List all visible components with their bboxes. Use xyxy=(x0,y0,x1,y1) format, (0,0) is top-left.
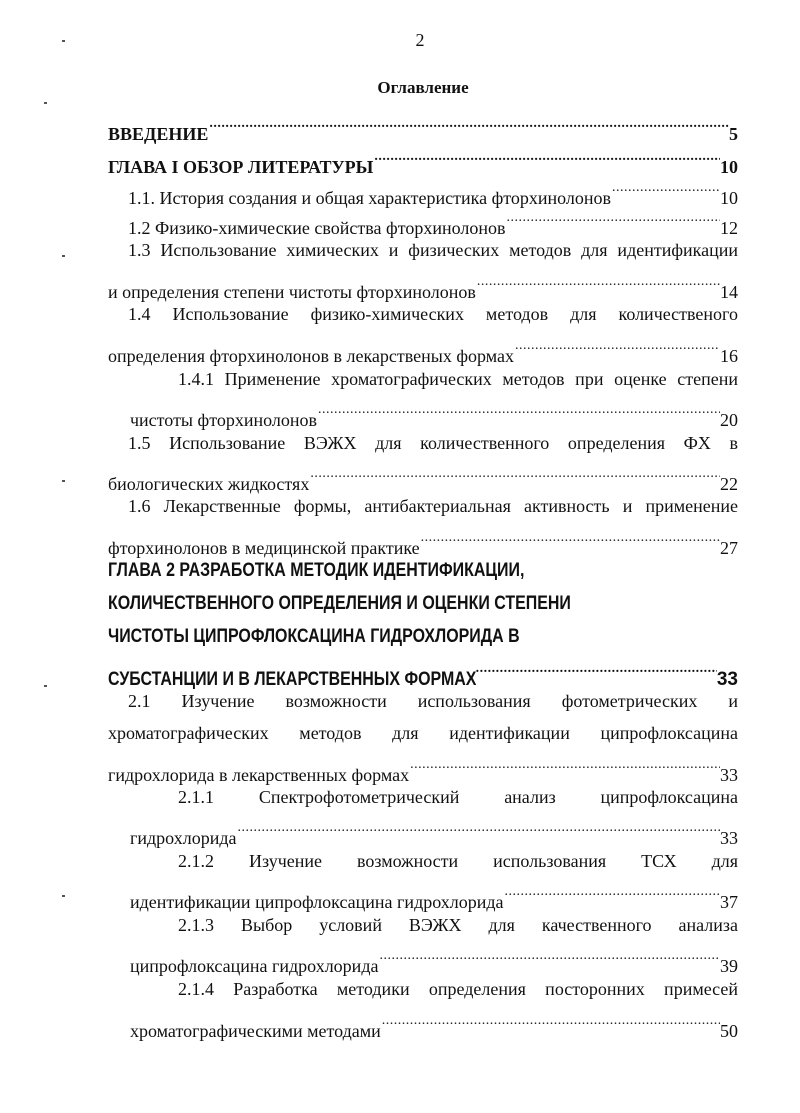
dot-leader xyxy=(309,458,720,490)
entry-page: 16 xyxy=(720,346,738,366)
scan-speck xyxy=(62,40,65,42)
entry-page: 20 xyxy=(720,410,738,430)
dot-leader xyxy=(475,653,717,685)
dot-leader xyxy=(378,940,720,972)
dot-leader xyxy=(504,876,720,908)
toc-entry-1-6-line1[interactable]: 1.6 Лекарственные формы, антибактериальная активность и применение xyxy=(128,496,738,516)
entry-title: гидрохлорида xyxy=(130,828,237,848)
entry-page: 22 xyxy=(720,474,738,494)
entry-page: 37 xyxy=(720,892,738,912)
dot-leader xyxy=(476,266,720,298)
entry-title: определения фторхинолонов в лекарственых формах xyxy=(108,346,515,366)
entry-title: ВВЕДЕНИЕ xyxy=(108,124,209,144)
toc-entry-1-4-1-line1[interactable]: 1.4.1 Применение хроматографических методов при оценке степени xyxy=(178,369,738,389)
entry-page: 33 xyxy=(720,765,738,785)
scan-speck xyxy=(44,102,47,104)
scan-speck xyxy=(44,685,47,687)
toc-entry-2-1-line1[interactable]: 2.1 Изучение возможности использования фотометрических и xyxy=(128,691,738,711)
dot-leader xyxy=(514,330,720,362)
entry-title: фторхинолонов в медицинской практике xyxy=(108,538,420,558)
entry-page: 12 xyxy=(720,218,738,238)
entry-title: ГЛАВА I ОБЗОР ЛИТЕРАТУРЫ xyxy=(108,157,374,177)
toc-entry-2-1-1-line2[interactable] xyxy=(130,812,738,848)
dot-leader xyxy=(208,108,729,140)
toc-entry-2-1-2-line2[interactable] xyxy=(130,876,738,912)
toc-entry-intro[interactable] xyxy=(108,108,738,144)
toc-entry-chapter-2-line2[interactable] xyxy=(108,588,748,620)
dot-leader xyxy=(373,141,720,173)
toc-entry-1-5-line1[interactable]: 1.5 Использование ВЭЖХ для количественного определения ФХ в xyxy=(128,433,738,453)
entry-page: 50 xyxy=(720,1021,738,1041)
entry-title: биологических жидкостях xyxy=(108,474,310,494)
toc-entry-1-4-1-line2[interactable] xyxy=(130,394,738,430)
toc-entry-1-2[interactable] xyxy=(128,202,738,238)
scan-speck xyxy=(62,255,65,257)
toc-entry-1-4-line1[interactable]: 1.4 Использование физико-химических методов для количественого xyxy=(128,304,738,324)
entry-page: 27 xyxy=(720,538,738,558)
toc-title: Оглавление xyxy=(377,78,469,97)
entry-title: ЧИСТОТЫ ЦИПРОФЛОКСАЦИНА ГИДРОХЛОРИДА В xyxy=(108,626,520,647)
entry-title: ГЛАВА 2 РАЗРАБОТКА МЕТОДИК ИДЕНТИФИКАЦИИ, xyxy=(108,560,525,581)
entry-page: 39 xyxy=(720,956,738,976)
dot-leader xyxy=(505,202,720,234)
scan-speck xyxy=(62,480,65,482)
toc-entry-1-4-line2[interactable] xyxy=(108,330,738,366)
entry-title: СУБСТАНЦИИ И В ЛЕКАРСТВЕННЫХ ФОРМАХ xyxy=(108,669,477,690)
entry-title: идентификации ципрофлоксацина гидрохлорида xyxy=(130,892,504,912)
toc-entry-chapter-2-line4[interactable] xyxy=(108,653,738,690)
entry-title: 1.1. История создания и общая характеристика фторхинолонов xyxy=(128,188,612,208)
toc-entry-chapter-1[interactable] xyxy=(108,141,738,177)
toc-entry-1-5-line2[interactable] xyxy=(108,458,738,494)
entry-page: 14 xyxy=(720,282,738,302)
toc-entry-chapter-2-line3[interactable] xyxy=(108,621,748,653)
entry-title: КОЛИЧЕСТВЕННОГО ОПРЕДЕЛЕНИЯ И ОЦЕНКИ СТЕПЕНИ xyxy=(108,593,571,614)
entry-title: гидрохлорида в лекарственных формах xyxy=(108,765,410,785)
toc-entry-1-3-line2[interactable] xyxy=(108,266,738,302)
toc-entry-2-1-line3[interactable] xyxy=(108,749,738,785)
dot-leader xyxy=(409,749,720,781)
toc-entry-2-1-2-line1[interactable]: 2.1.2 Изучение возможности использования ТСХ для xyxy=(178,851,738,871)
entry-title: хроматографическими методами xyxy=(130,1021,381,1041)
entry-page: 5 xyxy=(729,124,738,144)
toc-entry-2-1-1-line1[interactable]: 2.1.1 Спектрофотометрический анализ ципрофлоксацина xyxy=(178,787,738,807)
dot-leader xyxy=(611,172,720,204)
toc-entry-1-1[interactable] xyxy=(128,172,738,208)
toc-entry-1-3-line1[interactable]: 1.3 Использование химических и физических методов для идентификации xyxy=(128,240,738,260)
toc-entry-2-1-4-line2[interactable] xyxy=(130,1005,738,1041)
toc-entry-2-1-line2[interactable]: хроматографических методов для идентификации ципрофлоксацина xyxy=(108,723,738,743)
toc-entry-1-6-line2[interactable] xyxy=(108,522,738,558)
dot-leader xyxy=(317,394,720,426)
entry-title: чистоты фторхинолонов xyxy=(130,410,317,430)
entry-title: и определения степени чистоты фторхинолонов xyxy=(108,282,476,302)
entry-title: ципрофлоксацина гидрохлорида xyxy=(130,956,379,976)
entry-page: 10 xyxy=(720,157,738,177)
entry-page: 33 xyxy=(716,669,738,690)
toc-entry-2-1-3-line1[interactable]: 2.1.3 Выбор условий ВЭЖХ для качественного анализа xyxy=(178,915,738,935)
scan-speck xyxy=(62,895,65,897)
toc-entry-chapter-2-line1[interactable] xyxy=(108,555,748,587)
dot-leader xyxy=(381,1005,720,1037)
dot-leader xyxy=(420,522,720,554)
dot-leader xyxy=(237,812,721,844)
toc-entry-2-1-4-line1[interactable]: 2.1.4 Разработка методики определения посторонних примесей xyxy=(178,979,738,999)
toc-entry-2-1-3-line2[interactable] xyxy=(130,940,738,976)
entry-page: 33 xyxy=(720,828,738,848)
page-number: 2 xyxy=(415,30,425,50)
entry-title: 1.2 Физико-химические свойства фторхинолонов xyxy=(128,218,506,238)
entry-page: 10 xyxy=(720,188,738,208)
